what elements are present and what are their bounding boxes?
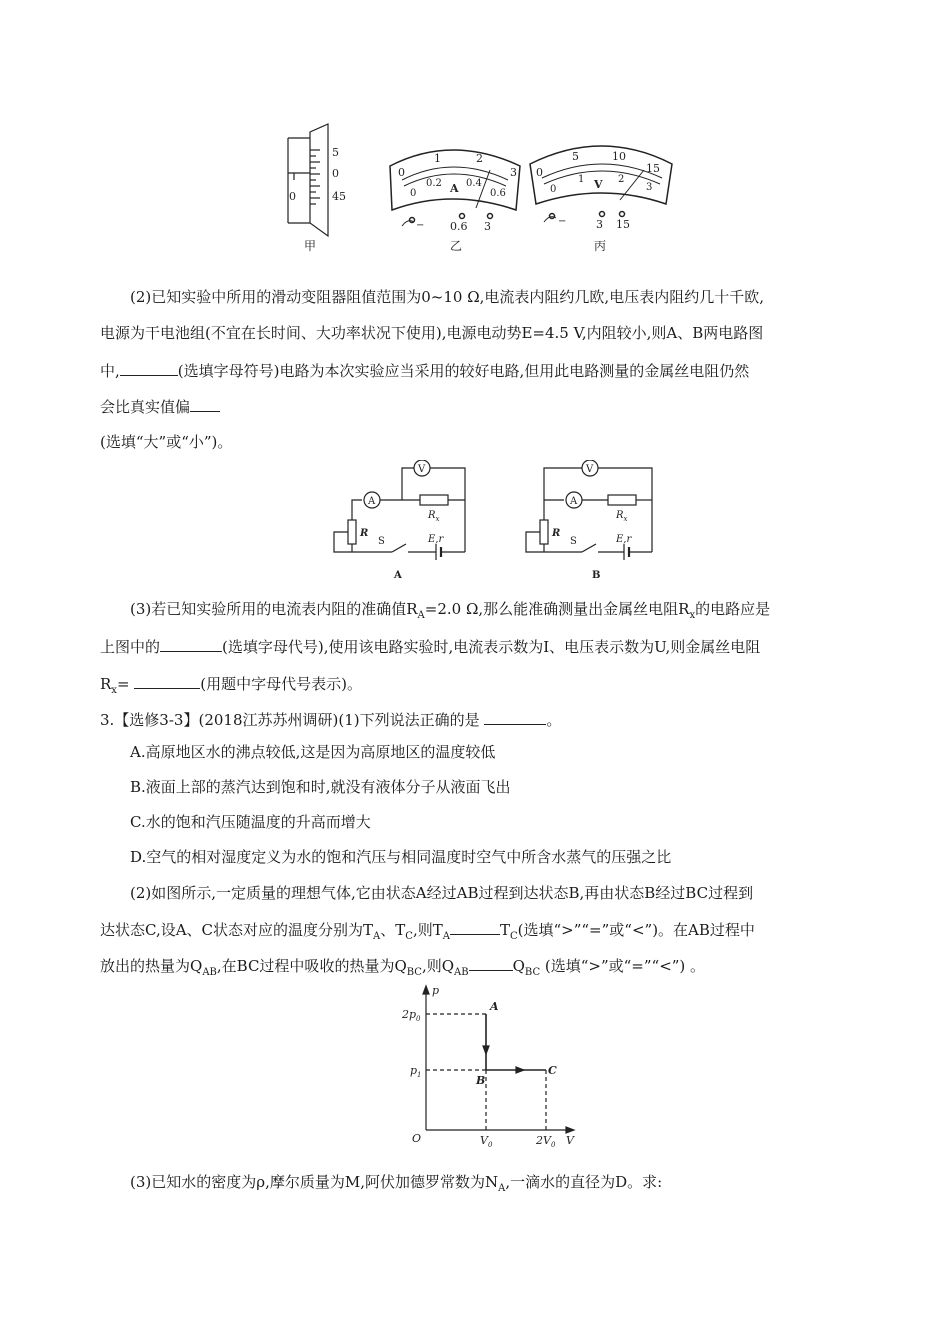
voltmeter-term-15: 15 [616,218,630,231]
option-a: A.高原地区水的沸点较低,这是因为高原地区的温度较低 [130,743,496,761]
voltmeter-top-2: 10 [612,150,626,163]
pv-xtick-2v0: $2V_0$ [536,1134,556,1147]
q3-line1-a: (3)若已知实验所用的电流表内阻的准确值R [130,600,418,618]
circuit-b-switch: S [570,536,577,547]
ammeter-top-1: 1 [434,152,441,165]
q2-line3 [100,360,860,381]
p2-line3-sub-4: BC [524,967,541,978]
ammeter-top-0: 0 [398,166,405,179]
pv-xtick-v0: $V_0$ [480,1134,493,1147]
circuit-a-switch: S [378,536,385,547]
p2-line2-a: 达状态C,设A、C状态对应的温度分别为T [100,921,374,939]
circuit-b-ammeter: A [570,496,578,507]
circuit-a [334,460,465,560]
q2-line2: 电源为干电池组(不宜在长时间、大功率状况下使用),电源电动势E=4.5 V,内阻较小,则A、B两电路图 [100,324,764,342]
q3-line3 [100,673,860,701]
q2-line4 [100,396,860,417]
p2-sub-4: C [509,931,518,942]
p2-line2 [100,919,860,947]
voltmeter-bot-1: 1 [578,174,585,185]
voltmeter-unit: V [594,178,603,191]
p3-line1 [130,1172,890,1199]
voltmeter-term-neg: − [558,216,567,227]
p2-line2-e: (选填“>”“=”或“<”)。在AB过程中 [517,921,755,939]
p2-line3-d: Q [512,957,525,975]
ammeter-bot-0: 0 [410,188,417,199]
q3-line2-b: (选填字母代号),使用该电路实验时,电流表示数为I、电压表示数为U,则金属丝电阻 [222,638,761,656]
pv-x-axis: V [566,1134,574,1147]
q2-line3-b: (选填字母符号)电路为本次实验应当采用的较好电路,但用此电路测量的金属丝电阻仍然 [177,362,750,380]
answer-blank-s3-1[interactable] [484,709,546,725]
q3-sub-a: A [417,610,425,621]
p3-line1-a: (3)已知水的密度为ρ,摩尔质量为M,阿伏加德罗常数为N [130,1173,499,1191]
pv-ytick-2p0: $2p_0$ [402,1008,421,1023]
answer-blank-bias[interactable] [190,396,220,412]
p2-line3-sub-3: AB [454,967,469,978]
p2-line3-e: (选填“>”或“=”“<”) 。 [540,957,706,975]
pv-point-a: A [490,1000,499,1013]
voltmeter-top-1: 5 [572,150,579,163]
pv-point-c: C [548,1064,557,1077]
answer-blank-temp[interactable] [450,919,500,935]
p2-line1: (2)如图所示,一定质量的理想气体,它由状态A经过AB过程到达状态B,再由状态B经过BC过程到 [130,884,754,902]
option-b: B.液面上部的蒸汽达到饱和时,就没有液体分子从液面飞出 [130,778,511,796]
voltmeter-top-3: 15 [646,162,660,175]
circuit-figure [320,460,660,582]
q3-line3-sub: x [111,685,117,696]
q2-line4-a: 会比真实值偏 [100,398,191,416]
p2-sub-3: A [442,931,450,942]
circuit-a-label: A [394,570,402,581]
q3-line1-b: =2.0 Ω,那么能准确测量出金属丝电阻R [424,600,690,618]
answer-blank-circuit[interactable] [120,360,178,376]
option-d: D.空气的相对湿度定义为水的饱和汽压与相同温度时空气中所含水蒸气的压强之比 [130,848,672,866]
micrometer-bot: 45 [332,190,346,203]
p2-line3-sub-2: BC [406,967,422,978]
option-c: C.水的饱和汽压随温度的升高而增大 [130,813,371,831]
voltmeter-top-0: 0 [536,166,543,179]
caption-jia: 甲 [304,239,317,253]
pv-point-b: B [476,1074,486,1087]
ammeter-term-neg: − [416,220,425,231]
section3-title-b: 。 [546,711,562,729]
circuit-b-label: B [592,570,601,581]
circuit-b [526,460,652,560]
micrometer-mid: 0 [332,167,339,180]
p2-line2-c: ,则T [412,921,443,939]
circuit-a-ammeter: A [368,496,376,507]
ammeter-top-2: 2 [476,152,483,165]
q3-line3-b: = [116,675,130,693]
caption-bing: 丙 [594,239,607,253]
answer-blank-accurate-circuit[interactable] [160,636,222,652]
p2-line3-a: 放出的热量为Q [100,957,203,975]
circuit-b-source: E,r [616,534,632,545]
p2-line2-b: 、T [380,921,406,939]
circuit-b-voltmeter: V [586,464,594,475]
p2-sub-2: C [405,931,413,942]
p2-sub-1: A [373,931,381,942]
micrometer-top: 5 [332,146,339,159]
q2-line5: (选填“大”或“小”)。 [100,433,233,451]
ammeter-bot-1: 0.2 [426,178,442,189]
p2-line3-c: ,则Q [421,957,455,975]
q3-sub-x: x [689,610,696,621]
answer-blank-heat[interactable] [469,955,513,971]
p3-line1-b: ,一滴水的直径为D。求: [505,1173,663,1191]
p2-line2-d: T [499,921,510,939]
micrometer [288,124,328,236]
q3-line3-a: R [100,675,112,693]
q3-line1 [130,599,890,626]
ammeter-bot-3: 0.6 [490,188,506,199]
p3-sub: A [498,1183,506,1194]
q3-line3-c: (用题中字母代号表示)。 [200,675,363,693]
micrometer-zero: 0 [289,190,296,203]
pv-graph [382,982,582,1147]
q2-line3-a: 中, [100,362,120,380]
q3-line2 [100,636,860,657]
p2-line3 [100,955,860,983]
caption-yi: 乙 [450,239,463,253]
ammeter-term-3: 3 [484,220,491,233]
q2-line1: (2)已知实验中所用的滑动变阻器阻值范围为0~10 Ω,电流表内阻约几欧,电压表内阻约几十千欧, [130,288,764,306]
ammeter-top-3: 3 [510,166,517,179]
answer-blank-rx[interactable] [134,673,200,689]
circuit-a-rx: $R_x$ [428,510,440,523]
pv-ytick-p1: $p_1$ [410,1064,422,1079]
p2-line3-sub-1: AB [202,967,217,978]
voltmeter-bot-0: 0 [550,184,557,195]
circuit-a-voltmeter: V [418,464,426,475]
pv-origin: O [412,1132,422,1145]
ammeter-unit: A [450,182,459,195]
p2-line3-b: ,在BC过程中吸收的热量为Q [216,957,407,975]
instruments-figure [280,118,680,253]
voltmeter-bot-2: 2 [618,174,625,185]
circuit-a-rheostat: R [360,528,369,539]
ammeter-term-06: 0.6 [450,220,468,233]
circuit-b-rheostat: R [552,528,561,539]
section3-title-a: 3.【选修3-3】(2018江苏苏州调研)(1)下列说法正确的是 [100,711,480,729]
pv-y-axis: p [432,984,440,997]
q3-line2-a: 上图中的 [100,638,161,656]
q3-line1-c: 的电路应是 [695,600,771,618]
ammeter-bot-2: 0.4 [466,178,482,189]
section3-title [100,709,860,730]
circuit-a-source: E,r [428,534,444,545]
voltmeter-bot-3: 3 [646,182,653,193]
voltmeter-term-3: 3 [596,218,603,231]
circuit-b-rx: $R_x$ [616,510,628,523]
